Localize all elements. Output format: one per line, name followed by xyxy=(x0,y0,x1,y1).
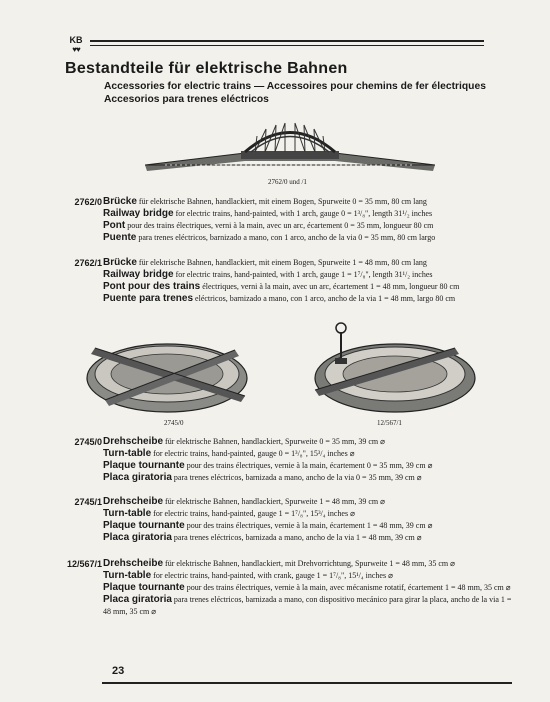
entry-keyword: Turn-table xyxy=(103,570,152,581)
entry-line-fr xyxy=(103,460,520,472)
entry-keyword: Plaque tournante xyxy=(103,582,185,593)
entry-text: pour des trains électriques, vernie à la main, avec mécanisme rotatif, écartement 1 = 48 mm, 35 cm ⌀ xyxy=(184,583,511,592)
entry-line-fr xyxy=(103,220,520,232)
entry-text: für elektrische Bahnen, handlackiert, Spurweite 0 = 35 mm, 39 cm ⌀ xyxy=(163,437,385,446)
entry-line-de xyxy=(103,436,520,448)
logo-text: KB xyxy=(69,35,83,45)
entry-line-de xyxy=(103,196,520,208)
entry-keyword: Placa giratoria xyxy=(103,532,172,543)
entry-keyword: Puente xyxy=(103,232,137,243)
subtitle-line-2: Accesorios para trenes eléctricos xyxy=(104,94,269,105)
entry-keyword: Plaque tournante xyxy=(103,520,185,531)
entry-text: für elektrische Bahnen, handlackiert, mit Drehvorrichtung, Spurweite 1 = 48 mm, 35 cm ⌀ xyxy=(163,559,455,568)
entry-text: für elektrische Bahnen, handlackiert, mit einem Bogen, Spurweite 1 = 48 mm, 80 cm lang xyxy=(136,258,427,267)
entry-line-en xyxy=(103,208,520,220)
entry-line-fr xyxy=(103,582,520,594)
page-title: Bestandteile für elektrische Bahnen xyxy=(65,60,348,77)
entry-line-de xyxy=(103,257,520,269)
entry-keyword: Puente para trenes xyxy=(103,293,194,304)
entry-line-es xyxy=(103,594,520,618)
entry-text: for electric trains, hand-painted, with 1 arch, gauge 0 = 1³/₈", length 31¹/₂ inches xyxy=(173,209,433,218)
entry-line-es xyxy=(103,472,520,484)
entry-line-en xyxy=(103,508,520,520)
entry-text: für elektrische Bahnen, handlackiert, mit einem Bogen, Spurweite 0 = 35 mm, 80 cm lang xyxy=(136,197,427,206)
entry-code: 12/567/1 xyxy=(66,559,102,569)
entry-line-es xyxy=(103,532,520,544)
entry-line-fr xyxy=(103,281,520,293)
entry-keyword: Pont pour des trains xyxy=(103,281,201,292)
entry-code: 2762/1 xyxy=(74,258,102,268)
entry-text: for electric trains, hand-painted, with 1 arch, gauge 1 = 1⁷/₈", length 31¹/₂ inches xyxy=(173,270,433,279)
entry-line-es xyxy=(103,293,520,305)
entry-line-de xyxy=(103,558,520,570)
entry-text: para trenes eléctricos, barnizada a mano, con dispositivo mecánico para girar la placa, ancho de la via 1 = 48 mm, 35 cm ⌀ xyxy=(103,595,512,616)
entry-keyword: Turn-table xyxy=(103,448,152,459)
entry-keyword: Brücke xyxy=(103,196,137,207)
subtitle-line-1: Accessories for electric trains — Accessoires pour chemins de fer électriques xyxy=(104,81,486,92)
entry-text: for electric trains, hand-painted, with crank, gauge 1 = 1⁷/₈", 15¹/₄ inches ⌀ xyxy=(151,571,393,580)
bridge-caption: 2762/0 und /1 xyxy=(268,178,307,186)
entry-keyword: Drehscheibe xyxy=(103,558,164,569)
header-rule xyxy=(90,40,484,42)
entry-text: para trenes eléctricos, barnizado a mano, con 1 arco, ancho de la via 0 = 35 mm, 80 cm largo xyxy=(136,233,436,242)
entry-text: électriques, verni à la main, avec un arc, écartement 1 = 48 mm, longueur 80 cm xyxy=(200,282,460,291)
brand-logo xyxy=(66,36,86,54)
entry-keyword: Railway bridge xyxy=(103,208,174,219)
entry-line-en xyxy=(103,448,520,460)
entry-text: pour des trains électriques, verni à la main, avec un arc, écartement 0 = 35 mm, longueur 80 cm xyxy=(125,221,434,230)
entry-code: 2745/1 xyxy=(74,497,102,507)
entry-keyword: Drehscheibe xyxy=(103,436,164,447)
entry-text: para trenes eléctricos, barnizada a mano, ancho de la via 1 = 48 mm, 39 cm ⌀ xyxy=(171,533,422,542)
entry-code: 2745/0 xyxy=(74,437,102,447)
entry-keyword: Placa giratoria xyxy=(103,472,172,483)
header-rule-thin xyxy=(90,45,484,46)
entry-keyword: Brücke xyxy=(103,257,137,268)
entry-keyword: Pont xyxy=(103,220,126,231)
entry-keyword: Turn-table xyxy=(103,508,152,519)
entry-line-es xyxy=(103,232,520,244)
logo-emblem-icon: ♥♥ xyxy=(72,45,80,54)
entry-text: pour des trains électriques, vernie à la main, écartement 0 = 35 mm, 39 cm ⌀ xyxy=(184,461,433,470)
entry-keyword: Drehscheibe xyxy=(103,496,164,507)
entry-line-de xyxy=(103,496,520,508)
entry-text: para trenes eléctricos, barnizada a mano, ancho de la via 0 = 35 mm, 39 cm ⌀ xyxy=(171,473,422,482)
entry-line-en xyxy=(103,570,520,582)
entry-text: eléctricos, barnizado a mano, con 1 arco, ancho de la via 1 = 48 mm, largo 80 cm xyxy=(193,294,456,303)
turntable-illustration xyxy=(85,330,255,415)
page-number: 23 xyxy=(112,665,125,677)
entry-line-fr xyxy=(103,520,520,532)
entry-text: für elektrische Bahnen, handlackiert, Spurweite 1 = 48 mm, 39 cm ⌀ xyxy=(163,497,385,506)
crank-turntable-caption: 12/567/1 xyxy=(377,419,402,427)
turntable-caption: 2745/0 xyxy=(164,419,184,427)
entry-text: for electric trains, hand-painted, gauge 0 = 1³/₈", 15³/₄ inches ⌀ xyxy=(151,449,355,458)
entry-text: pour des trains électriques, vernie à la main, écartement 1 = 48 mm, 39 cm ⌀ xyxy=(184,521,433,530)
crank-turntable-illustration xyxy=(305,318,485,416)
entry-text: for electric trains, hand-painted, gauge 1 = 1⁷/₈", 15³/₄ inches ⌀ xyxy=(151,509,355,518)
entry-line-en xyxy=(103,269,520,281)
footer-rule xyxy=(102,682,512,684)
entry-code: 2762/0 xyxy=(74,197,102,207)
entry-keyword: Plaque tournante xyxy=(103,460,185,471)
entry-keyword: Placa giratoria xyxy=(103,594,172,605)
bridge-illustration xyxy=(145,115,435,175)
entry-keyword: Railway bridge xyxy=(103,269,174,280)
